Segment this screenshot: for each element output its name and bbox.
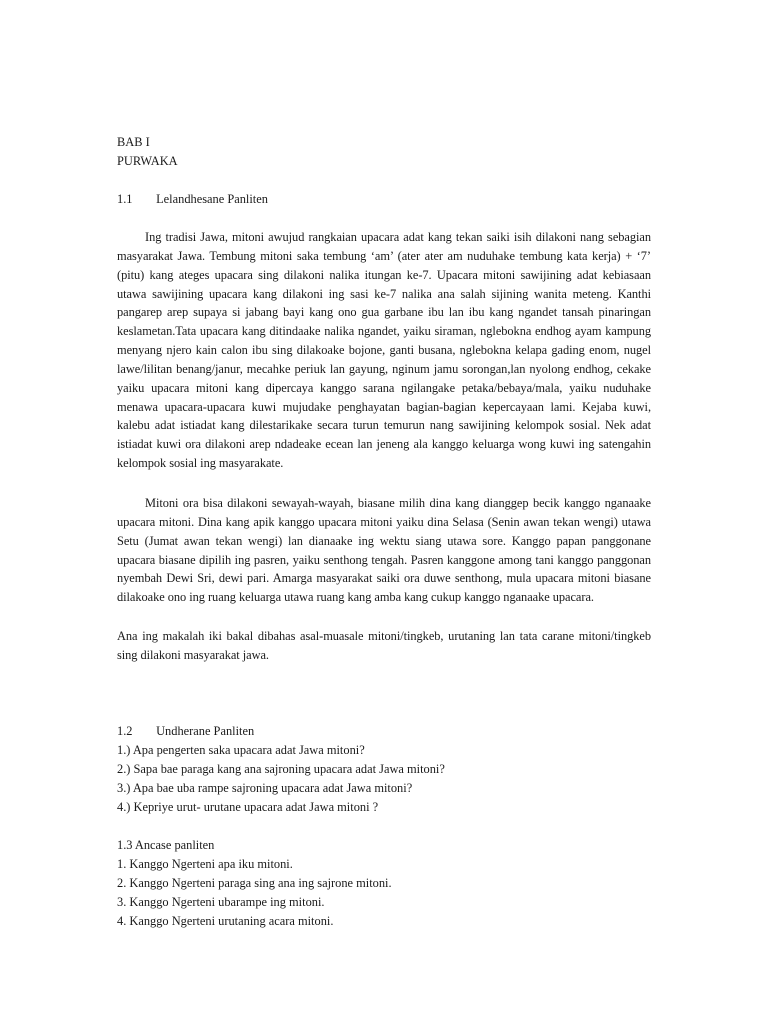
section-1-2-heading (117, 722, 254, 741)
list-item: 3. Kanggo Ngerteni ubarampe ing mitoni. (117, 895, 325, 909)
section-1-1-title: Lelandhesane Panliten (156, 192, 268, 206)
research-goals-list (117, 855, 392, 931)
research-questions-list (117, 741, 445, 817)
paragraph-makalah: Ana ing makalah iki bakal dibahas asal-muasale mitoni/tingkeb, urutaning lan tata carane mitoni/tingkeb sing dilakoni masyarakat jawa. (117, 629, 651, 662)
list-item: 4. Kanggo Ngerteni urutaning acara mitoni. (117, 914, 334, 928)
section-1-2-number: 1.2 (117, 724, 133, 738)
list-item: 2. Kanggo Ngerteni paraga sing ana ing sajrone mitoni. (117, 876, 392, 890)
section-1-1-heading (117, 190, 268, 209)
section-1-1-number: 1.1 (117, 192, 133, 206)
paragraph-dina: Mitoni ora bisa dilakoni sewayah-wayah, biasane milih dina kang dianggep becik kanggo nganaake upacara mitoni. Dina kang apik kanggo upacara mitoni yaiku dina Selasa (Senin awan tekan wengi) utawa Setu (Jumat awan tekan wengi) lan dianaake ing wektu siang utawa sore. Kanggo papan panggonane upacara biasane dipilih ing pasren, yaiku senthong tengah. Pasren kanggone among tani kanggo panggonan nyembah Dewi Sri, dewi pari. Amarga masyarakat saiki ora duwe senthong, mula upacara mitoni biasane dilakoake ono ing ruang keluarga utawa ruang kang amba kang cukup kanggo nganaake upacara. (117, 496, 651, 605)
chapter-title: PURWAKA (117, 154, 178, 168)
list-item: 3.) Apa bae uba rampe sajroning upacara adat Jawa mitoni? (117, 781, 413, 795)
list-item: 1.) Apa pengerten saka upacara adat Jawa mitoni? (117, 743, 365, 757)
chapter-label: BAB I (117, 135, 150, 149)
paragraph-tradisi: Ing tradisi Jawa, mitoni awujud rangkaian upacara adat kang tekan saiki isih dilakoni nang sebagian masyarakat Jawa. Tembung mitoni saka tembung ‘am’ (ater ater am nuduhake tembung kata kerja) + ‘7’ (pitu) kang ateges upacara sing dilakoni nalika itungan ke-7. Upacara mitoni sawijining adat kebiasaan utawa sawijining upacara kang dilakoni ing sasi ke-7 nalika ana salah sijining wanita meteng. Kanthi pangarep arep supaya si jabang bayi kang ono gua garbane ibu lan ibu kang ngandet tansah pinaringan keslametan.Tata upacara kang ditindaake nalika ngandet, yaiku siraman, nglebokna endhog ayam kampung menyang njero kain calon ibu sing dilakoake bojone, ganti busana, nglebokna kelapa gading enom, nugel lawe/lilitan benang/janur, mecahke periuk lan gayung, nginum jamu sorongan,lan nyolong endhog, cekake yaiku upacara mitoni kang dipercaya kanggo sarana ngilangake petaka/bebaya/mala, yaiku nuduhake menawa upacara-upacara kuwi mujudake penghayatan bagian-bagian kepercayaan lami. Kejaba kuwi, kalebu adat istiadat kang dilestarikake secara turun temurun nang sawijining kelompok sosial. Nek adat istiadat kuwi ora dilakoni arep ndadeake ecean lan jeneng ala kanggo keluarga wong kuwi ing satengahin kelompok sosial ing masyarakate. (117, 230, 651, 471)
list-item: 4.) Kepriye urut- urutane upacara adat Jawa mitoni ? (117, 800, 379, 814)
list-item: 2.) Sapa bae paraga kang ana sajroning upacara adat Jawa mitoni? (117, 762, 445, 776)
list-item: 1. Kanggo Ngerteni apa iku mitoni. (117, 857, 293, 871)
section-1-2-title: Undherane Panliten (156, 724, 255, 738)
section-1-3-heading: 1.3 Ancase panliten (117, 838, 215, 852)
